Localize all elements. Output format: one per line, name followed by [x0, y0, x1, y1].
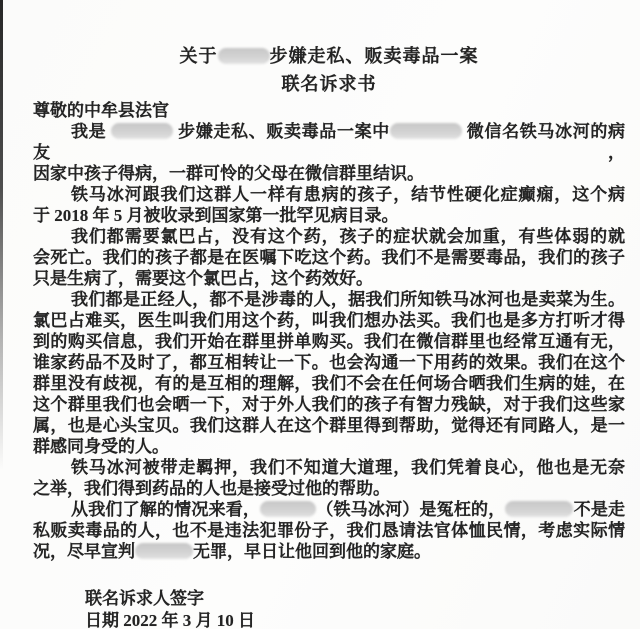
text-run: 属，也是心头宝贝。我们这群人在这个群里得到帮助，觉得还有同路人，是一 — [33, 416, 625, 435]
paragraph-line — [33, 289, 625, 310]
redaction-blob — [111, 123, 173, 139]
salutation: 尊敬的中牟县法官 — [33, 101, 169, 120]
paragraph — [33, 289, 625, 457]
paragraph-line — [33, 163, 625, 184]
paragraph-line — [33, 331, 625, 352]
signature-line: 联名诉求人签字 — [85, 589, 204, 608]
paragraph-line — [33, 478, 625, 499]
text-run: 我们都需要氯巴占，没有这个药，孩子的症状就会加重，有些体弱的就 — [71, 227, 625, 246]
text-run: 铁马冰河被带走羁押，我们不知道大道理，我们凭着良心，他也是无奈 — [71, 458, 625, 477]
date-line: 日期 2022 年 3 月 10 日 — [85, 611, 255, 630]
text-run: 这个群里我们也会晒一下，对于外人我们的孩子有智力残缺，对于我们这些家 — [33, 395, 625, 414]
text-run: 步嫌走私、贩卖毒品一案中 — [173, 122, 390, 141]
redaction-blob — [135, 543, 193, 559]
text-run: 无罪，早日让他回到他的家庭。 — [193, 542, 431, 561]
text-run: 我是 — [71, 122, 112, 141]
text-run: 从我们了解的情况来看， — [71, 500, 261, 519]
text-run: 于 2018 年 5 月被收录到国家第一批罕见病目录。 — [33, 206, 399, 225]
paragraph-line — [33, 205, 625, 226]
text-run: 铁马冰河跟我们这群人一样有患病的孩子，结节性硬化症癫痫，这个病 — [71, 185, 625, 204]
text-run: 群里没有歧视，有的是互相的理解，我们不会在任何场合晒我们生病的娃，在 — [33, 374, 625, 393]
document-body — [33, 121, 625, 562]
text-run: 之举，我们得到药品的人也是接受过他的帮助。 — [33, 479, 390, 498]
paragraph-line — [33, 499, 625, 520]
text-run: 私贩卖毒品的人，也不是违法犯罪份子，我们恳请法官体恤民情，考虑实际情 — [33, 521, 625, 540]
paragraph — [33, 499, 625, 562]
paragraph-line — [33, 352, 625, 373]
text-run: 谁家药品不及时了，都互相转让一下。也会沟通一下用药的效果。我们在这个 — [33, 353, 625, 372]
paragraph-line — [33, 268, 625, 289]
text-run: 步嫌走私、贩卖毒品一案 — [269, 46, 479, 66]
text-run: 我们都是正经人，都不是涉毒的人，据我们所知铁马冰河也是卖菜为生。 — [71, 290, 625, 309]
paragraph — [33, 457, 625, 499]
text-run: 关于 — [179, 46, 218, 66]
text-run: 因家中孩子得病，一群可怜的父母在微信群里结识。 — [33, 164, 424, 183]
redaction-blob — [390, 123, 462, 139]
paragraph — [33, 184, 625, 226]
paragraph-line — [33, 373, 625, 394]
scan-edge-artifact — [0, 0, 3, 470]
text-run: 会死亡。我们的孩子都是在医嘱下吃这个药。我们不是需要毒品，我们的孩子 — [33, 248, 625, 267]
paragraph-line — [33, 184, 625, 205]
paragraph-line — [33, 310, 625, 331]
text-run: （铁马冰河）是冤枉的， — [316, 500, 506, 519]
text-run: 不是走 — [573, 500, 626, 519]
text-run: 群感同身受的人。 — [33, 437, 169, 456]
text-run: 况，尽早宣判 — [33, 542, 135, 561]
document-subtitle: 联名诉求书 — [281, 74, 377, 94]
paragraph-line — [33, 541, 625, 562]
text-run: 只是生病了，需要这个氯巴占，这个药效好。 — [33, 269, 373, 288]
paragraph-line — [33, 520, 625, 541]
paragraph-line — [33, 415, 625, 436]
document-content — [33, 42, 625, 632]
text-run: 微信名铁马冰河的病友， — [33, 122, 626, 162]
redaction-blob — [505, 501, 573, 517]
text-run: 到的购买信息，我们开始在群里拼单购买。我们在微信群里也经常互通有无， — [33, 332, 625, 351]
text-run: 氯巴占难买，医生叫我们用这个药，叫我们想办法买。我们也是多方打听才得 — [33, 311, 625, 330]
paragraph-line — [33, 121, 625, 163]
paragraph — [33, 121, 625, 184]
paragraph-line — [33, 394, 625, 415]
signature-block — [33, 588, 625, 632]
paragraph-line — [33, 226, 625, 247]
redaction-blob — [260, 501, 316, 517]
paragraph — [33, 226, 625, 289]
document-title — [33, 42, 625, 70]
redaction-blob — [218, 48, 270, 64]
paragraph-line — [33, 247, 625, 268]
paragraph-line — [33, 436, 625, 457]
paragraph-line — [33, 457, 625, 478]
